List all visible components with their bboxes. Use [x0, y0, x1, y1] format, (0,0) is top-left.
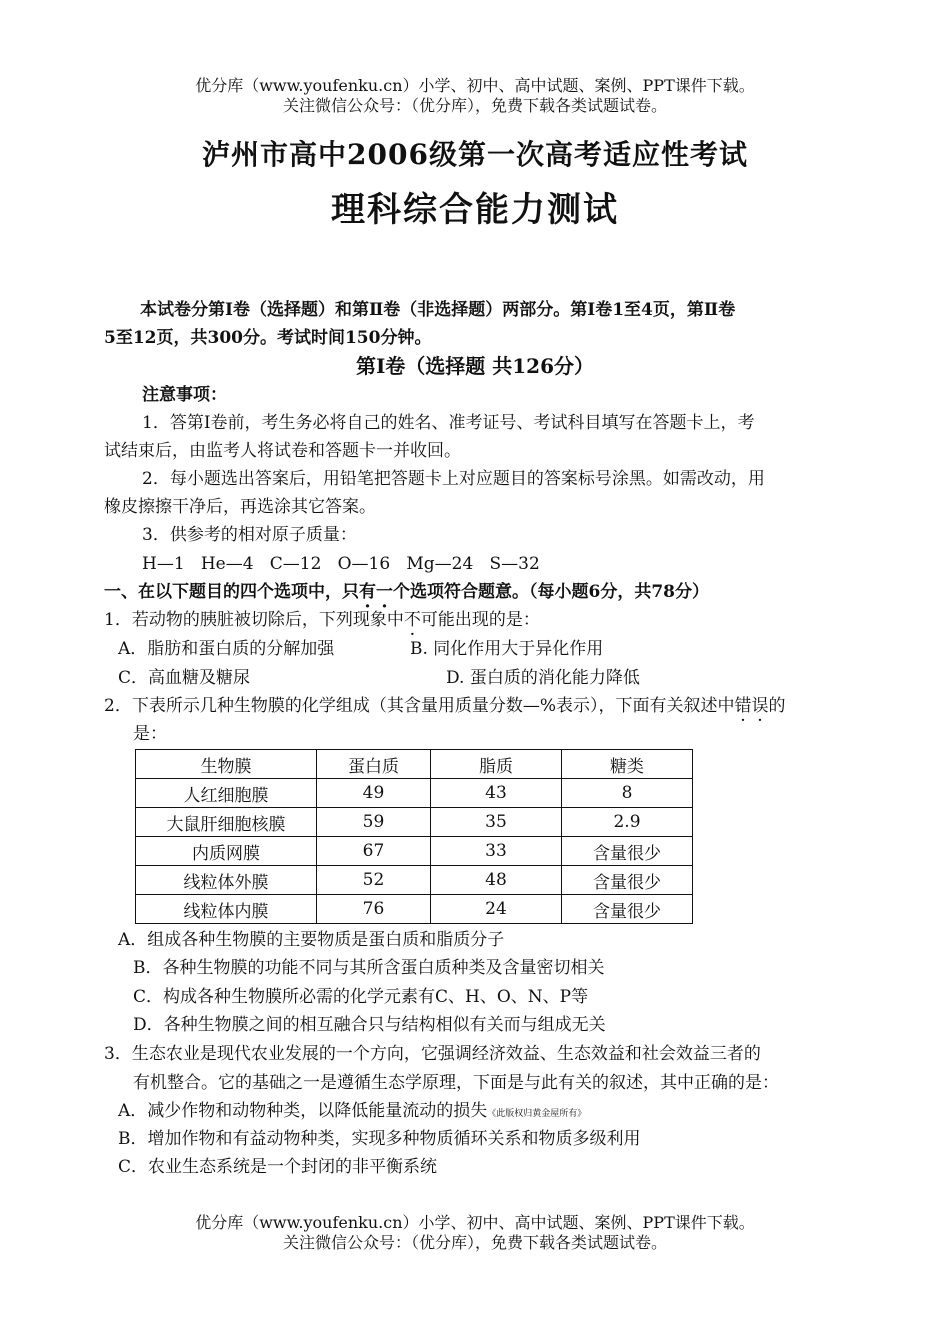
table-cell: 59 — [317, 808, 431, 837]
header-line-1: 优分库（www.youfenku.cn）小学、初中、高中试题、案例、PPT课件下载。 — [195, 76, 755, 95]
q1-stem-a: 1．若动物的胰脏被切除后，下列现象中 — [104, 610, 404, 630]
note-3: 3．供参考的相对原子质量： — [142, 525, 357, 545]
table-row — [136, 808, 693, 837]
q2-stem-d: 的 — [768, 696, 786, 716]
note-2a: 2．每小题选出答案后，用铅笔把答题卡上对应题目的答案标号涂黑。如需改动，用 — [142, 469, 765, 489]
q1-option-c: C．高血糖及糖尿 — [118, 668, 251, 688]
part1-heading-emph-2: 一 — [376, 582, 393, 602]
table-cell: 24 — [431, 895, 562, 924]
table-cell: 含量很少 — [562, 866, 693, 895]
part1-heading-a: 一、在以下题目的四个选项中，只 — [104, 582, 359, 602]
q3-option-c: C．农业生态系统是一个封闭的非平衡系统 — [118, 1157, 438, 1177]
table-cell: 含量很少 — [562, 837, 693, 866]
membrane-composition-table — [135, 749, 693, 924]
q1-stem — [104, 608, 540, 632]
notes-heading: 注意事项： — [142, 385, 227, 405]
q2-option-d: D．各种生物膜之间的相互融合只与结构相似有关而与组成无关 — [133, 1015, 606, 1035]
section-title: 第Ⅰ卷（选择题 共126分） — [355, 354, 595, 378]
q3-option-b: B．增加作物和有益动物种类，实现多种物质循环关系和物质多级利用 — [118, 1129, 641, 1149]
q2-stem-emph-2: 误 — [751, 696, 769, 716]
note-2b: 橡皮擦擦干净后，再选涂其它答案。 — [104, 497, 376, 517]
table-header-cell: 脂质 — [431, 750, 562, 779]
table-cell: 线粒体内膜 — [136, 895, 317, 924]
q2-stem — [104, 694, 785, 718]
table-cell: 67 — [317, 837, 431, 866]
table-row — [136, 895, 693, 924]
table-row — [136, 779, 693, 808]
q2-stem-a: 2．下表所示几种生物膜的化学组成（其含量用质量分数—%表示），下面有关叙述中 — [104, 696, 735, 716]
table-cell: 43 — [431, 779, 562, 808]
q2-option-a: A．组成各种生物膜的主要物质是蛋白质和脂质分子 — [118, 930, 505, 950]
q1-option-b: B. 同化作用大于异化作用 — [410, 639, 604, 659]
table-cell: 33 — [431, 837, 562, 866]
table-header-cell: 蛋白质 — [317, 750, 431, 779]
q2-stem-continued: 是： — [133, 724, 167, 744]
table-cell: 大鼠肝细胞核膜 — [136, 808, 317, 837]
table-cell: 35 — [431, 808, 562, 837]
note-1a: 1．答第Ⅰ卷前，考生务必将自己的姓名、准考证号、考试科目填写在答题卡上，考 — [142, 413, 755, 433]
atomic-masses: H—1 He—4 C—12 O—16 Mg—24 S—32 — [142, 554, 540, 574]
table-cell: 内质网膜 — [136, 837, 317, 866]
part1-heading — [104, 580, 709, 604]
q2-option-b: B．各种生物膜的功能不同与其所含蛋白质种类及含量密切相关 — [133, 958, 605, 978]
q3-copyright-note: 《此版权归黄金屋所有》 — [487, 1109, 587, 1119]
table-cell: 线粒体外膜 — [136, 866, 317, 895]
table-row — [136, 837, 693, 866]
q1-stem-c: 可能出现的是： — [420, 610, 540, 630]
table-cell: 49 — [317, 779, 431, 808]
table-cell: 含量很少 — [562, 895, 693, 924]
q1-stem-emph: 不 — [403, 610, 421, 630]
table-cell: 人红细胞膜 — [136, 779, 317, 808]
q3-option-a — [118, 1099, 586, 1126]
q3-stem-1: 3．生态农业是现代农业发展的一个方向，它强调经济效益、生态效益和社会效益三者的 — [104, 1044, 761, 1064]
table-cell: 2.9 — [562, 808, 693, 837]
intro-line-2: 5至12页，共300分。考试时间150分钟。 — [104, 328, 432, 348]
exam-subtitle: 理科综合能力测试 — [331, 190, 619, 230]
note-1b: 试结束后，由监考人将试卷和答题卡一并收回。 — [104, 441, 461, 461]
table-header-row — [136, 750, 693, 779]
footer-line-1: 优分库（www.youfenku.cn）小学、初中、高中试题、案例、PPT课件下载。 — [195, 1213, 755, 1232]
table-cell: 8 — [562, 779, 693, 808]
part1-heading-emph-1: 有 — [359, 582, 376, 602]
q3-option-a-text: A．减少作物和动物种类，以降低能量流动的损失 — [118, 1101, 488, 1121]
q3-stem-2: 有机整合。它的基础之一是遵循生态学原理，下面是与此有关的叙述，其中正确的是： — [133, 1073, 779, 1093]
intro-line-1: 本试卷分第Ⅰ卷（选择题）和第Ⅱ卷（非选择题）两部分。第Ⅰ卷1至4页，第Ⅱ卷 — [140, 300, 736, 320]
table-header-cell: 生物膜 — [136, 750, 317, 779]
table-cell: 76 — [317, 895, 431, 924]
header-line-2: 关注微信公众号：（优分库），免费下载各类试题试卷。 — [282, 96, 667, 115]
table-cell: 52 — [317, 866, 431, 895]
table-header-cell: 糖类 — [562, 750, 693, 779]
exam-title: 泸州市高中2006级第一次高考适应性考试 — [202, 138, 748, 171]
part1-heading-d: 个选项符合题意。（每小题6分，共78分） — [393, 582, 709, 602]
q1-option-a: A．脂肪和蛋白质的分解加强 — [118, 639, 335, 659]
q2-option-c: C．构成各种生物膜所必需的化学元素有C、H、O、N、P等 — [133, 987, 589, 1007]
q2-stem-emph-1: 错 — [734, 696, 752, 716]
footer-line-2: 关注微信公众号：（优分库），免费下载各类试题试卷。 — [282, 1233, 667, 1252]
table-row — [136, 866, 693, 895]
table-cell: 48 — [431, 866, 562, 895]
q1-option-d: D. 蛋白质的消化能力降低 — [446, 668, 640, 688]
